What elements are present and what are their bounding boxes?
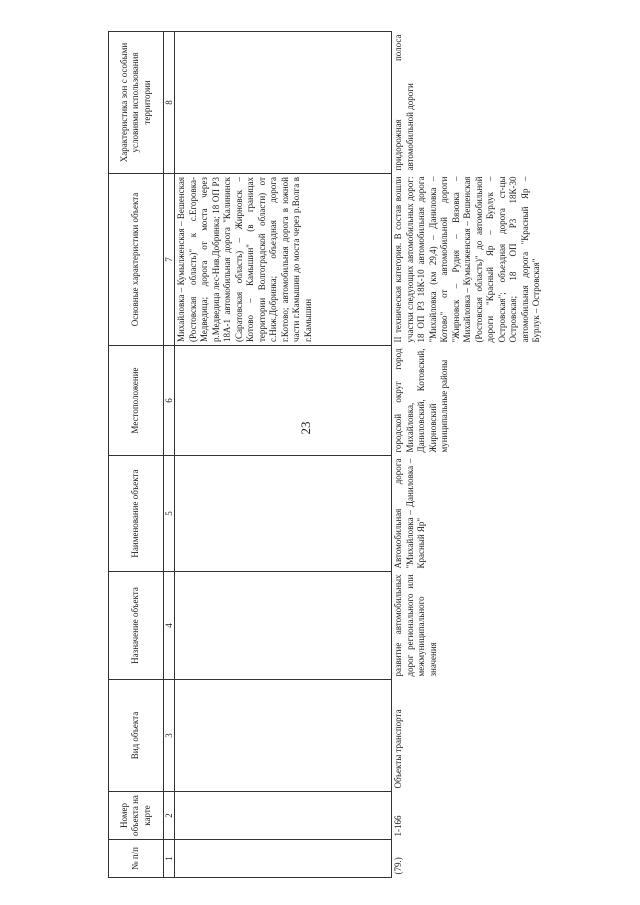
- page-number: 23: [298, 421, 313, 435]
- row-num: (79.): [393, 857, 403, 875]
- header-name: Наименование объекта: [109, 456, 164, 572]
- column-number: 5: [164, 456, 175, 572]
- column-number: 1: [164, 840, 175, 878]
- row-map-num: 1-166: [393, 815, 403, 837]
- row-location: городской округ город Михайловка, Даниловский, Котовский, Жирновский муниципальные районы: [393, 348, 449, 453]
- column-number: 8: [164, 32, 175, 174]
- row-zones: придорожная полоса автомобильной дороги: [393, 34, 415, 171]
- header-map-num: Номер объекта на карте: [109, 792, 164, 840]
- row-type: Объекты транспорта: [393, 709, 403, 789]
- column-number-row: [164, 32, 175, 878]
- column-number: 3: [164, 680, 175, 792]
- continuation-row: [175, 32, 392, 878]
- row-purpose: развитие автомобильных дорог регионального или межмуниципального значения: [393, 574, 438, 677]
- objects-table: [108, 31, 544, 878]
- continuation-characteristics: Михайловка – Кумылженская – Вешенская (Ростовская область)" к с.Егоровка-Медведица; дорога от моста через р.Медведица лес-Нив.Добринка; 18 ОП Р3 18А-1 автомобильная дорога "Калининск (Саратовская область) – Жирновск – Котово – Камышин" (в границах территории Волгоградской области) от с.Ниж.Добринка; объездная дорога г.Котово; автомобильная дорога в южной части г.Камышин до моста через р.Волга в г.Камышин: [175, 174, 392, 346]
- header-zones: Характеристика зон с особыми условиями использования территории: [109, 32, 164, 174]
- column-number: 2: [164, 792, 175, 840]
- document-table-rotated: [108, 32, 628, 878]
- table-row: [392, 32, 544, 878]
- header-num: № п/п: [109, 840, 164, 878]
- header-location: Местоположение: [109, 346, 164, 456]
- header-purpose: Назначение объекта: [109, 572, 164, 680]
- header-row: [109, 32, 164, 878]
- row-name: Автомобильная дорога "Михайловка – Даниловка – Красный Яр": [393, 458, 426, 569]
- header-characteristics: Основные характеристики объекта: [109, 174, 164, 346]
- row-characteristics: II техническая категория. В состав вошли участки следующих автомобильных дорог: 18 ОП Р3 18К-10 автомобильная дорога "Михайловка (км 29,4) – Даниловка – Котово" от автомобильной дороги "Жирновск – Рудня – Вязовка – Михайловка – Кумылженская – Вешенская (Ростовская область)" до автомобильной дороги "Красный Яр – Бурлук – Островская"; объездная дорога ст-цы Островская; 18 ОП Р3 18К-30 автомобильная дорога "Красный Яр – Бурлук – Островская": [393, 176, 541, 343]
- column-number: 7: [164, 174, 175, 346]
- column-number: 6: [164, 346, 175, 456]
- header-type: Вид объекта: [109, 680, 164, 792]
- column-number: 4: [164, 572, 175, 680]
